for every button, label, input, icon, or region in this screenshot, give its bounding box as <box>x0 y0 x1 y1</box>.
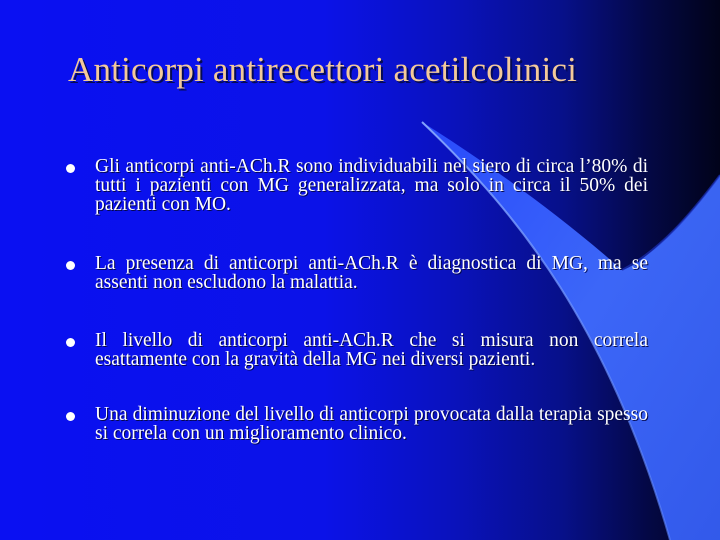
slide-title: Anticorpi antirecettori acetilcolinici <box>68 50 578 89</box>
bullet-icon <box>66 261 75 270</box>
bullet-icon <box>66 338 75 347</box>
bullet-icon <box>66 164 75 173</box>
bullet-item <box>66 405 648 443</box>
bullet-text: La presenza di anticorpi anti-ACh.R è diagnostica di MG, ma se assenti non escludono la malattia. <box>95 253 648 293</box>
bullet-icon <box>66 412 75 421</box>
bullet-item <box>66 157 648 214</box>
bullet-text: Il livello di anticorpi anti-ACh.R che si misura non correla esattamente con la gravità della MG nei diversi pazienti. <box>95 330 648 370</box>
bullet-item <box>66 254 648 292</box>
bullet-item <box>66 331 648 369</box>
bullet-text: Gli anticorpi anti-ACh.R sono individuabili nel siero di circa l’80% di tutti i pazienti con MG generalizzata, ma solo in circa il 50% dei pazienti con MO. <box>95 156 648 215</box>
bullet-text: Una diminuzione del livello di anticorpi provocata dalla terapia spesso si correla con un miglioramento clinico. <box>95 404 648 444</box>
